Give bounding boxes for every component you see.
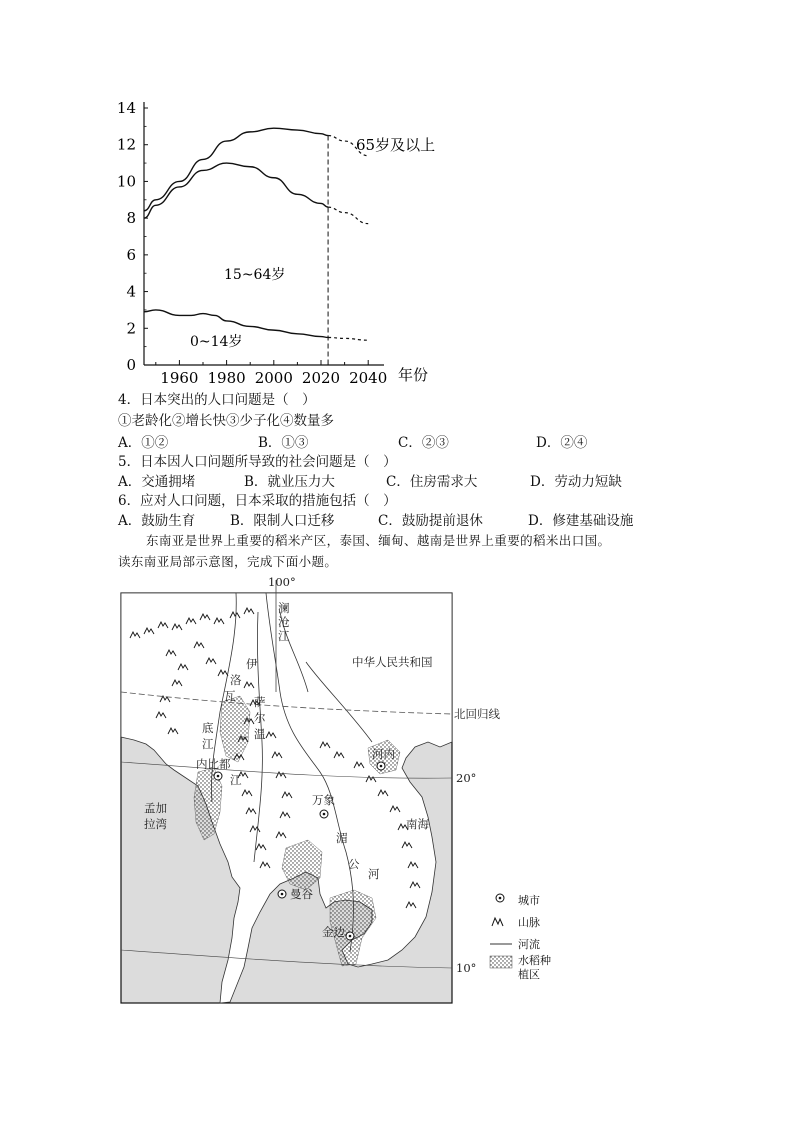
- intro-line-2: 读东南亚局部示意图，完成下面小题。: [118, 554, 338, 569]
- q4-option-b[interactable]: B．①③: [258, 435, 309, 451]
- country-label: 中华人民共和国: [352, 655, 433, 669]
- river-salween-1: 萨: [254, 695, 266, 709]
- river-irrawaddy-3: 瓦: [224, 689, 236, 703]
- curve-1: [144, 163, 328, 218]
- city-label-vientiane: 万象: [312, 793, 335, 807]
- bay-label-2: 拉湾: [144, 817, 167, 831]
- label-15-64: 15~64岁: [224, 267, 286, 283]
- lat-10-label: 10°: [456, 961, 477, 975]
- y-tick-label: 0: [126, 356, 136, 374]
- q5-option-c[interactable]: C．住房需求大: [386, 474, 478, 490]
- q6-option-a[interactable]: A．鼓励生育: [118, 513, 196, 529]
- chart-axes: [144, 102, 384, 365]
- river-irrawaddy-4: 底: [202, 721, 214, 735]
- y-tick-label: 6: [126, 245, 136, 264]
- x-tick-label: 2040: [349, 369, 388, 386]
- legend-symbols: [486, 888, 516, 998]
- river-irrawaddy-5: 江: [202, 737, 214, 751]
- x-axis-label: 年份: [398, 366, 429, 384]
- tropic-label: 北回归线: [454, 707, 500, 721]
- curve-projection-2: [328, 337, 368, 340]
- city-vientiane: [320, 810, 328, 818]
- river-mekong-3: 河: [368, 867, 380, 881]
- city-phnom-penh: [346, 932, 354, 940]
- city-label-bangkok: 曼谷: [290, 887, 313, 901]
- river-lancang-3: 江: [278, 629, 290, 643]
- q5-option-a[interactable]: A．交通拥堵: [118, 474, 196, 490]
- legend-mountain-label: 山脉: [518, 916, 540, 929]
- y-tick-label: 10: [116, 172, 136, 191]
- legend-city-icon: [496, 894, 504, 902]
- x-tick-label: 1960: [160, 369, 199, 386]
- q5-option-d[interactable]: D．劳动力短缺: [530, 474, 622, 490]
- curve-projection-1: [328, 207, 368, 224]
- river-lancang-2: 沧: [278, 615, 290, 629]
- legend-city-label: 城市: [518, 894, 540, 907]
- curve-0: [144, 128, 328, 211]
- question-6-stem: 6．应对人口问题，日本采取的措施包括（ ）: [118, 493, 397, 509]
- city-label-phnom-penh: 金边: [322, 925, 345, 939]
- q4-option-d[interactable]: D．②④: [536, 435, 588, 451]
- intro-line-1: 东南亚是世界上重要的稻米产区，泰国、缅甸、越南是世界上重要的稻米出口国。: [146, 533, 611, 548]
- legend-mountain-icon: [492, 918, 503, 926]
- river-irrawaddy-2: 洛: [230, 673, 242, 687]
- q5-option-b[interactable]: B．就业压力大: [244, 474, 335, 490]
- question-5-stem: 5．日本因人口问题所导致的社会问题是（ ）: [118, 454, 397, 470]
- lat-20-label: 20°: [456, 771, 477, 785]
- x-tick-label: 2020: [301, 369, 341, 386]
- label-65-plus: 65岁及以上: [356, 136, 436, 154]
- legend-rice-label-2: 植区: [518, 968, 540, 981]
- city-label-hanoi: 河内: [372, 747, 395, 761]
- population-chart: [110, 96, 450, 386]
- legend-river-label: 河流: [518, 938, 540, 951]
- chart-tick-labels: [117, 99, 387, 386]
- legend-rice-icon: [490, 956, 512, 968]
- x-tick-label: 2000: [254, 369, 293, 386]
- q4-option-a[interactable]: A．①②: [118, 435, 169, 451]
- river-mekong-1: 湄: [336, 831, 348, 845]
- river-salween-4: 江: [230, 773, 242, 787]
- chart-curves: [144, 128, 368, 365]
- city-hanoi: [377, 762, 385, 770]
- y-tick-label: 8: [126, 209, 136, 228]
- city-label-naypyidaw: 内比都: [196, 757, 231, 771]
- q6-option-b[interactable]: B．限制人口迁移: [230, 513, 335, 529]
- y-tick-label: 4: [126, 282, 136, 301]
- city-bangkok: [278, 890, 286, 898]
- river-mekong-2: 公: [348, 857, 360, 871]
- question-4-stem: 4．日本突出的人口问题是（ ）: [118, 392, 316, 408]
- legend-rice-label-1: 水稻种: [518, 954, 551, 967]
- q6-option-c[interactable]: C．鼓励提前退休: [378, 513, 483, 529]
- q4-option-c[interactable]: C．②③: [398, 435, 449, 451]
- longitude-label: 100°: [268, 575, 296, 589]
- river-irrawaddy-1: 伊: [246, 657, 258, 671]
- river-salween-3: 温: [254, 727, 266, 741]
- q6-option-d[interactable]: D．修建基础设施: [528, 513, 634, 529]
- label-0-14: 0~14岁: [190, 334, 243, 350]
- city-naypyidaw: [214, 772, 222, 780]
- river-salween-2: 尔: [254, 711, 266, 725]
- bay-label-1: 孟加: [144, 801, 167, 815]
- y-tick-label: 12: [116, 135, 136, 154]
- south-china-sea-label: 南海: [406, 817, 429, 831]
- river-lancang-1: 澜: [278, 601, 290, 615]
- y-tick-label: 2: [126, 319, 136, 338]
- y-tick-label: 14: [116, 99, 136, 117]
- x-tick-label: 1980: [207, 369, 246, 386]
- question-4-statements: ①老龄化②增长快③少子化④数量多: [118, 413, 334, 429]
